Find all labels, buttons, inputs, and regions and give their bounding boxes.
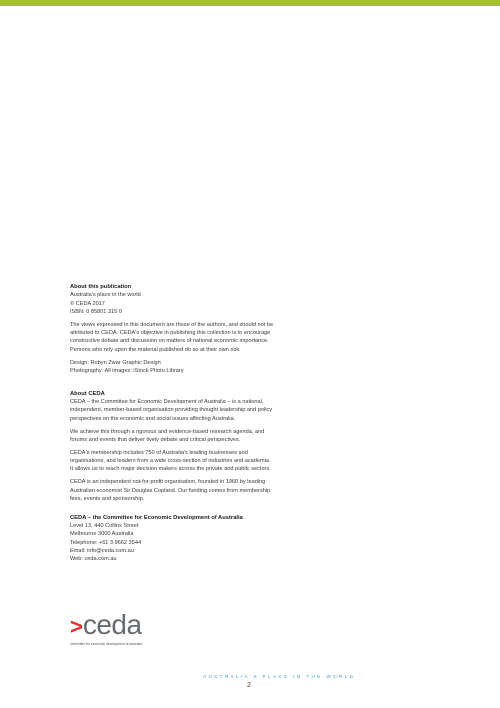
contact-city: Melbourne 3000 Australia bbox=[70, 531, 134, 538]
contact-telephone: Telephone: +61 3 9662 3544 bbox=[70, 539, 142, 546]
ceda-membership-line: It allows us to reach major decision makers across the private and public sectors. bbox=[70, 466, 271, 473]
ceda-intro-line: independent, member-based organisation providing thought leadership and policy bbox=[70, 407, 273, 414]
about-publication-block bbox=[70, 283, 290, 316]
ceda-research-line: forums and events that deliver lively debate and critical perspectives. bbox=[70, 436, 241, 443]
disclaimer-paragraph bbox=[70, 321, 290, 354]
logo-chevron-icon: > bbox=[70, 614, 83, 639]
ceda-membership-line: CEDA's membership includes 750 of Australia's leading businesses and bbox=[70, 449, 248, 456]
disclaimer-line: constructive debate and discussion on matters of national economic importance. bbox=[70, 338, 269, 345]
ceda-membership-paragraph bbox=[70, 449, 290, 474]
disclaimer-line: Persons who rely upon the material published do so at their own risk. bbox=[70, 346, 241, 353]
ceda-research-line: We achieve this through a rigorous and evidence-based research agenda, and bbox=[70, 428, 265, 435]
logo-wordmark: ceda bbox=[82, 609, 142, 640]
ceda-intro-line: perspectives on the economic and social issues affecting Australia. bbox=[70, 415, 236, 422]
copyright-line: © CEDA 2017 bbox=[70, 300, 105, 307]
contact-heading: CEDA – the Committee for Economic Development of Australia bbox=[70, 514, 243, 521]
disclaimer-line: attributed to CEDA. CEDA's objective in publishing this collection is to encourage bbox=[70, 330, 271, 337]
ceda-logo bbox=[70, 609, 142, 647]
ceda-funding-paragraph bbox=[70, 478, 290, 503]
contact-email: Email: info@ceda.com.au bbox=[70, 547, 134, 554]
about-ceda-heading: About CEDA bbox=[70, 390, 105, 397]
photography-credit: Photography: All images: iStock Photo Library bbox=[70, 367, 184, 374]
ceda-intro-line: CEDA – the Committee for Economic Development of Australia – is a national, bbox=[70, 399, 264, 406]
contact-address: Level 13, 440 Collins Street bbox=[70, 522, 139, 529]
ceda-funding-line: fees, events and sponsorship. bbox=[70, 495, 145, 502]
credits-paragraph bbox=[70, 359, 290, 376]
isbn-line: ISBN: 0 85801 315 0 bbox=[70, 308, 122, 315]
contact-block bbox=[70, 514, 290, 564]
about-publication-heading: About this publication bbox=[70, 284, 132, 290]
disclaimer-line: The views expressed in this document are those of the authors, and should not be bbox=[70, 321, 274, 328]
ceda-funding-line: Australian economist Sir Douglas Copland. Our funding comes from membership bbox=[70, 487, 271, 494]
publication-title: Australia's place in the world bbox=[70, 292, 141, 299]
design-credit: Design: Robyn Zwar Graphic Design bbox=[70, 359, 161, 366]
logo-tagline: committee for economic development of australia bbox=[70, 642, 142, 646]
ceda-membership-line: organisations, and leaders from a wide cross-section of industries and academia. bbox=[70, 458, 271, 465]
ceda-funding-line: CEDA is an independent not-for-profit organisation, founded in 1960 by leading bbox=[70, 479, 266, 486]
footer-title-text: AUSTRALIA'S PLACE IN THE WORLD bbox=[203, 674, 356, 679]
contact-web: Web: ceda.com.au bbox=[70, 556, 117, 563]
ceda-research-paragraph bbox=[70, 428, 290, 445]
imprint-content bbox=[70, 283, 290, 568]
about-ceda-intro bbox=[70, 390, 290, 423]
top-accent-bar bbox=[0, 0, 500, 6]
page-number: 2 bbox=[247, 682, 251, 689]
